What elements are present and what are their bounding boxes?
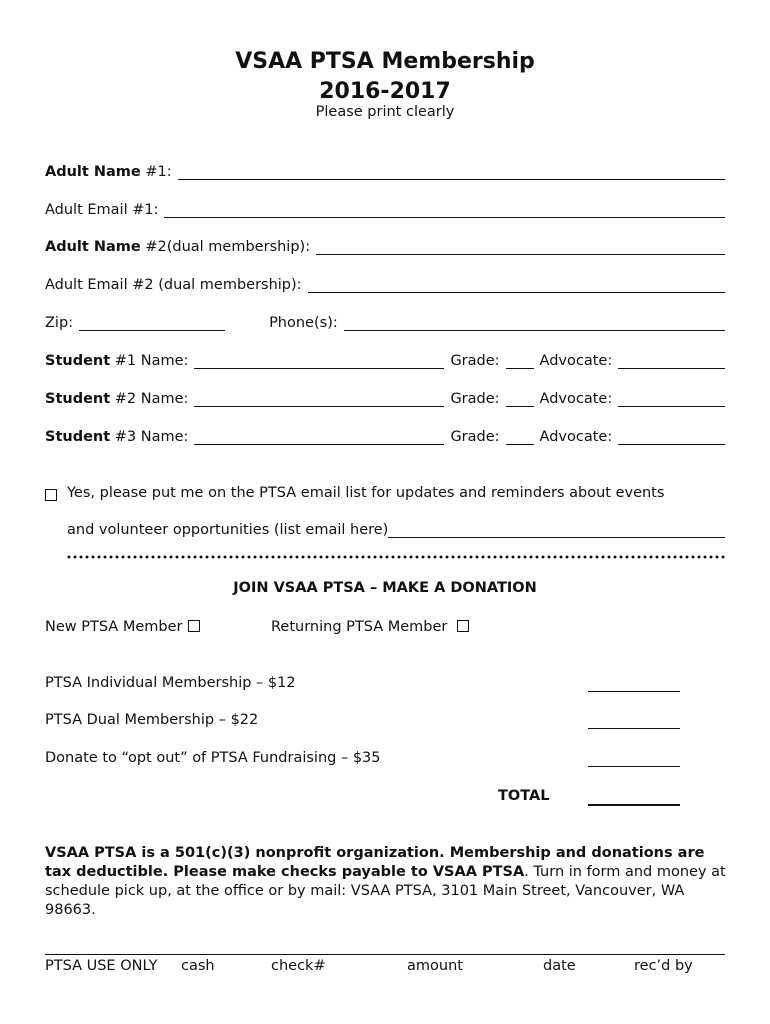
amount-label: amount	[407, 958, 463, 974]
phone-label: Phone(s):	[269, 315, 338, 331]
student3-advocate-label: Advocate:	[539, 429, 613, 445]
form-year: 2016-2017	[319, 79, 451, 104]
student1-grade-label: Grade:	[450, 353, 500, 369]
recd-by-label: rec’d by	[634, 958, 693, 974]
student3-grade-label: Grade:	[450, 429, 500, 445]
email-list-row	[45, 479, 725, 501]
phone-field[interactable]	[344, 314, 725, 331]
ptsa-use-only-label: PTSA USE ONLY	[45, 958, 158, 974]
adult2-email-row	[45, 271, 725, 293]
student3-label: Student #3 Name:	[45, 429, 189, 445]
adult1-name-row	[45, 158, 725, 180]
nonprofit-notice	[45, 844, 735, 920]
cash-label: cash	[181, 958, 215, 974]
student2-name-field[interactable]	[194, 390, 444, 407]
student1-advocate-label: Advocate:	[539, 353, 613, 369]
adult1-name-field[interactable]	[178, 163, 725, 180]
new-member-checkbox[interactable]	[188, 620, 200, 632]
new-member-option	[45, 619, 204, 635]
adult2-email-label: Adult Email #2 (dual membership):	[45, 277, 302, 293]
returning-member-label: Returning PTSA Member	[271, 619, 448, 635]
nonprofit-notice-rest: . Turn in form and money at schedule pick up, at the office or by mail: VSAA PTSA, 3101 Main Street, Vancouver, WA 98663.	[45, 864, 726, 918]
student3-name-field[interactable]	[194, 428, 444, 445]
check-label: check#	[271, 958, 326, 974]
individual-membership-field[interactable]	[588, 690, 680, 692]
email-list-row-2	[67, 516, 725, 538]
student3-grade-field[interactable]	[506, 428, 534, 445]
student2-grade-label: Grade:	[450, 391, 500, 407]
total-field[interactable]	[588, 803, 680, 806]
zip-field[interactable]	[79, 314, 225, 331]
dotted-divider	[66, 555, 726, 559]
email-list-text: Yes, please put me on the PTSA email list for updates and reminders about events	[67, 485, 665, 501]
student3-advocate-field[interactable]	[618, 428, 725, 445]
student3-row	[45, 423, 725, 445]
adult2-name-field[interactable]	[316, 238, 725, 255]
student2-advocate-label: Advocate:	[539, 391, 613, 407]
total-label: TOTAL	[498, 788, 550, 804]
opt-out-field[interactable]	[588, 765, 680, 767]
adult2-name-label: Adult Name #2(dual membership):	[45, 239, 311, 255]
email-list-text-2: and volunteer opportunities (list email here)	[67, 522, 389, 538]
zip-phone-row	[45, 309, 725, 331]
individual-membership-label: PTSA Individual Membership – $12	[45, 675, 296, 691]
student1-row	[45, 347, 725, 369]
student1-name-field[interactable]	[194, 352, 444, 369]
email-list-checkbox[interactable]	[45, 489, 57, 501]
student2-label: Student #2 Name:	[45, 391, 189, 407]
adult1-email-row	[45, 196, 725, 218]
print-instruction: Please print clearly	[315, 104, 455, 120]
opt-out-label: Donate to “opt out” of PTSA Fundraising – $35	[45, 750, 381, 766]
adult1-name-label: Adult Name #1:	[45, 164, 172, 180]
adult2-email-field[interactable]	[308, 276, 725, 293]
form-title: VSAA PTSA Membership	[235, 49, 535, 74]
new-member-label: New PTSA Member	[45, 619, 183, 635]
returning-member-option	[271, 619, 473, 635]
email-list-field[interactable]	[388, 521, 725, 538]
dual-membership-label: PTSA Dual Membership – $22	[45, 712, 259, 728]
student1-label: Student #1 Name:	[45, 353, 189, 369]
student1-grade-field[interactable]	[506, 352, 534, 369]
dual-membership-field[interactable]	[588, 727, 680, 729]
student1-advocate-field[interactable]	[618, 352, 725, 369]
date-label: date	[543, 958, 576, 974]
student2-row	[45, 385, 725, 407]
footer-divider	[45, 954, 725, 955]
adult1-email-field[interactable]	[164, 201, 725, 218]
student2-advocate-field[interactable]	[618, 390, 725, 407]
adult2-name-row	[45, 233, 725, 255]
returning-member-checkbox[interactable]	[457, 620, 469, 632]
donation-heading: JOIN VSAA PTSA – MAKE A DONATION	[233, 580, 537, 596]
nonprofit-notice-bold: VSAA PTSA is a 501(c)(3) nonprofit organization. Membership and donations are tax deductible. Please make checks payable to VSAA PTSA	[45, 845, 705, 880]
student2-grade-field[interactable]	[506, 390, 534, 407]
adult1-email-label: Adult Email #1:	[45, 202, 159, 218]
zip-label: Zip:	[45, 315, 74, 331]
